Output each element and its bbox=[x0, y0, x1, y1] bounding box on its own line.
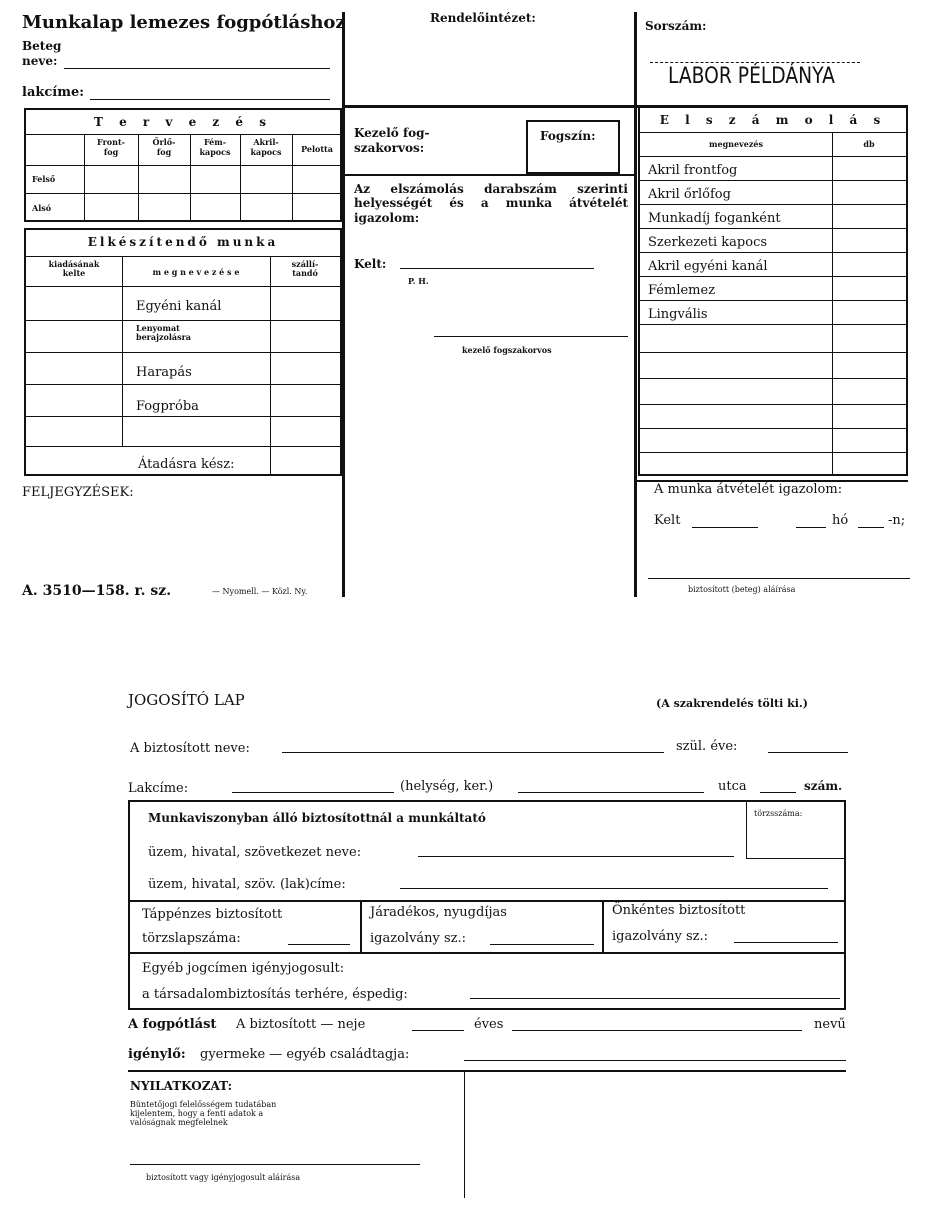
footer-code: A. 3510—158. r. sz. bbox=[22, 583, 172, 599]
helyseg-label: (helység, ker.) bbox=[400, 779, 494, 794]
neje-line[interactable] bbox=[412, 1030, 464, 1031]
divider-1 bbox=[342, 12, 345, 597]
a-biztositott-label: A biztosított — neje bbox=[236, 1017, 366, 1032]
atadasra-label: Átadásra kész: bbox=[138, 457, 235, 472]
kelt2-day-line[interactable] bbox=[858, 527, 884, 528]
egyeb2: a társadalombiztosítás terhére, éspedig: bbox=[142, 987, 408, 1002]
rendelo-label: Rendelőintézet: bbox=[430, 11, 536, 25]
fogszin-label: Fogszín: bbox=[540, 129, 596, 143]
utca-label: utca bbox=[718, 779, 747, 794]
col-megnevezes: megnevezés bbox=[709, 139, 763, 149]
col-szall: szállí- tandó bbox=[291, 259, 319, 279]
col-pelotta: Pelotta bbox=[301, 144, 333, 154]
feljegyzesek-label: FELJEGYZÉSEK: bbox=[22, 485, 134, 500]
nyilatkozat-title: NYILATKOZAT: bbox=[130, 1079, 233, 1093]
col-akrilkapocs: Akril- kapocs bbox=[250, 137, 282, 157]
kelt-label: Kelt: bbox=[354, 257, 387, 271]
kezelo-label: Kezelő fog- szakorvos: bbox=[354, 126, 430, 155]
elsz-item-1: Akril frontfog bbox=[648, 163, 738, 178]
nevu-label: nevű bbox=[814, 1017, 846, 1032]
ho-label: hó bbox=[832, 513, 849, 528]
elszamolas-title: E l s z á m o l á s bbox=[659, 113, 887, 127]
item-lenyomat: Lenyomat berajzolásra bbox=[136, 323, 191, 343]
form-title: Munkalap lemezes fogpótláshoz bbox=[22, 12, 346, 33]
elszamolas-text: Az elszámolás darabszám szerinti helyességét és a munka átvételét igazolom: bbox=[354, 182, 628, 225]
biztositott-neve-label: A biztosított neve: bbox=[130, 741, 250, 756]
elsz-item-3: Munkadíj foganként bbox=[648, 211, 781, 226]
kelt2-month-line[interactable] bbox=[796, 527, 826, 528]
uzem-neve-label: üzem, hivatal, szövetkezet neve: bbox=[148, 845, 362, 860]
elszamolas-box bbox=[638, 106, 908, 476]
col-kiadas: kiadásának kelte bbox=[48, 259, 100, 279]
neve-label: neve: bbox=[22, 54, 58, 68]
col-db: db bbox=[863, 139, 875, 149]
lakcime-label: lakcíme: bbox=[22, 85, 85, 100]
gyermeke-label: gyermeke — egyéb családtagja: bbox=[200, 1047, 410, 1062]
col-megnevezese: m e g n e v e z é s e bbox=[152, 267, 240, 277]
biztositott-sig-label: biztosított (beteg) aláírása bbox=[688, 585, 796, 594]
elkeszitendo-title: Elkészítendő munka bbox=[87, 235, 279, 249]
jogosito-title: JOGOSÍTÓ LAP bbox=[128, 691, 245, 709]
tervezes-box bbox=[24, 108, 342, 222]
alairas-line[interactable] bbox=[130, 1164, 420, 1165]
jaradekos1: Járadékos, nyugdíjas bbox=[370, 905, 507, 920]
kelt2-label: Kelt bbox=[654, 513, 681, 528]
onkentes1: Önkéntes biztosított bbox=[612, 903, 746, 918]
sorszam-input-line[interactable] bbox=[650, 62, 860, 63]
kezelo-sig-label: kezelő fogszakorvos bbox=[462, 345, 552, 355]
egyeb1: Egyéb jogcímen igényjogosult: bbox=[142, 961, 345, 976]
neve-input-line[interactable] bbox=[64, 68, 330, 69]
labor-stamp: LABOR PÉLDÁNYA bbox=[668, 64, 835, 89]
elsz-item-2: Akril őrlőfog bbox=[648, 187, 731, 202]
uzem-cime-label: üzem, hivatal, szöv. (lak)címe: bbox=[148, 877, 346, 892]
tappenzes-line[interactable] bbox=[288, 944, 350, 945]
helyseg-line[interactable] bbox=[232, 792, 394, 793]
onkentes2: igazolvány sz.: bbox=[612, 929, 709, 944]
atvetel-text: A munka átvételét igazolom: bbox=[654, 482, 843, 497]
row-also: Alsó bbox=[32, 203, 52, 213]
fogszin-box[interactable] bbox=[526, 120, 620, 174]
szul-eve-line[interactable] bbox=[768, 752, 848, 753]
divider-2 bbox=[634, 12, 637, 597]
item-harapas: Harapás bbox=[136, 365, 192, 380]
elsz-item-6: Fémlemez bbox=[648, 283, 716, 298]
jogosito-box bbox=[128, 800, 846, 1010]
kezelo-sig-line[interactable] bbox=[434, 336, 628, 337]
tervezes-title: T e r v e z é s bbox=[94, 115, 272, 129]
kelt-input-line[interactable] bbox=[400, 268, 594, 269]
torzsszama-label: törzsszáma: bbox=[754, 809, 803, 818]
szam-line[interactable] bbox=[760, 792, 796, 793]
beteg-label: Beteg bbox=[22, 39, 62, 53]
eves-line[interactable] bbox=[512, 1030, 802, 1031]
n-label: -n; bbox=[888, 513, 906, 528]
elsz-item-4: Szerkezeti kapocs bbox=[648, 235, 768, 250]
szul-eve-label: szül. éve: bbox=[676, 739, 738, 754]
nyilatkozat-text: Büntetőjogi felelősségem tudatában kijelentem, hogy a fenti adatok a valóságnak megfelelnek bbox=[130, 1100, 277, 1128]
munkaviszony-label: Munkaviszonyban álló biztosítottnál a munkáltató bbox=[148, 811, 486, 825]
onkentes-line[interactable] bbox=[734, 942, 838, 943]
col-femkapocs: Fém- kapocs bbox=[199, 137, 231, 157]
lakcime2-label: Lakcíme: bbox=[128, 781, 189, 796]
biztositott-sig-line[interactable] bbox=[648, 578, 910, 579]
sorszam-label: Sorszám: bbox=[645, 19, 707, 33]
row-felso: Felső bbox=[32, 174, 56, 184]
eves-label: éves bbox=[474, 1017, 504, 1032]
igenylo-label: igénylő: bbox=[128, 1047, 186, 1062]
elkeszitendo-box bbox=[24, 228, 342, 476]
jaradekos-line[interactable] bbox=[490, 944, 594, 945]
tappenzes1: Táppénzes biztosított bbox=[142, 907, 283, 922]
footer-print: — Nyomell. — Közl. Ny. bbox=[212, 587, 308, 596]
tappenzes2: törzslapszáma: bbox=[142, 931, 241, 946]
col-orlofog: Őrlő- fog bbox=[152, 137, 176, 157]
elsz-item-5: Akril egyéni kanál bbox=[648, 259, 768, 274]
utca-line[interactable] bbox=[518, 792, 704, 793]
item-egyeni-kanal: Egyéni kanál bbox=[136, 299, 222, 314]
elsz-item-7: Lingvális bbox=[648, 307, 708, 322]
gyermeke-line[interactable] bbox=[464, 1060, 846, 1061]
jaradekos2: igazolvány sz.: bbox=[370, 931, 467, 946]
ph-label: P. H. bbox=[408, 276, 429, 286]
item-fogproba: Fogpróba bbox=[136, 399, 199, 414]
fogpotlast-label: A fogpótlást bbox=[128, 1017, 217, 1032]
uzem-neve-line[interactable] bbox=[418, 856, 734, 857]
lakcime-input-line[interactable] bbox=[90, 99, 330, 100]
col-frontfog: Front- fog bbox=[97, 137, 125, 157]
kelt2-year-line[interactable] bbox=[692, 527, 758, 528]
alairas-label: biztosított vagy igényjogosult aláírása bbox=[146, 1173, 301, 1182]
uzem-cime-line[interactable] bbox=[400, 888, 828, 889]
jogosito-note: (A szakrendelés tölti ki.) bbox=[656, 697, 808, 710]
egyeb-line[interactable] bbox=[470, 998, 840, 999]
szam-label: szám. bbox=[804, 779, 843, 793]
biztositott-neve-line[interactable] bbox=[282, 752, 664, 753]
